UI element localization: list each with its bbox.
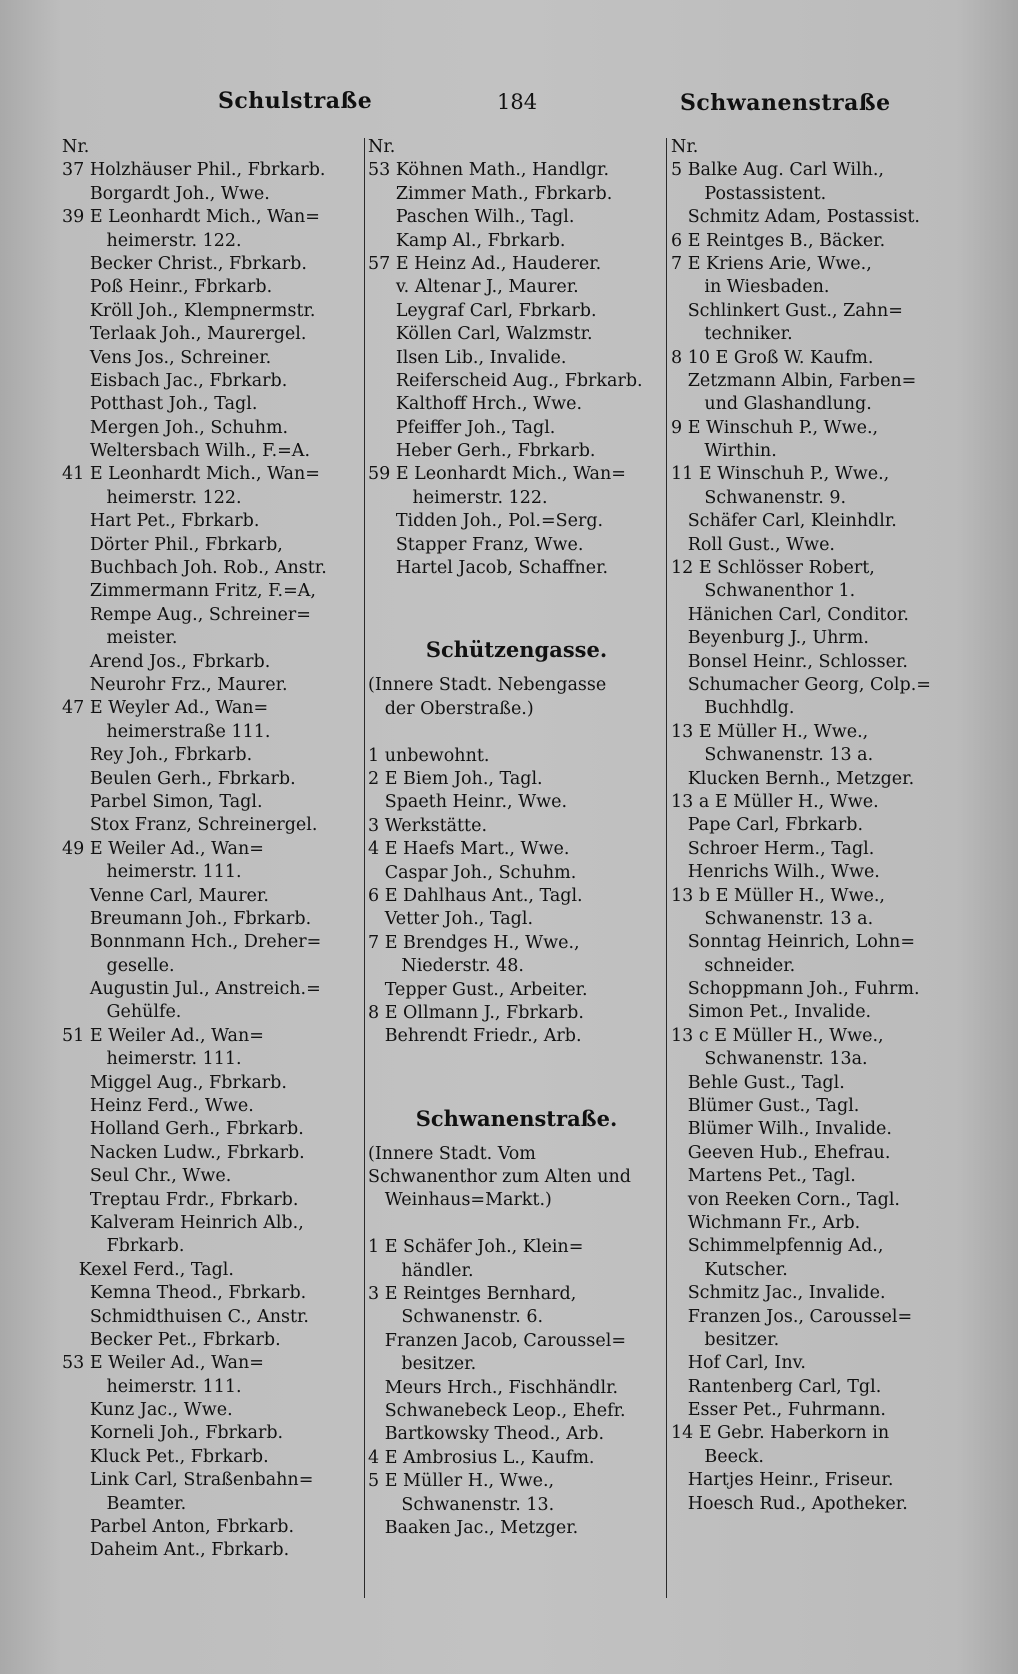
- directory-entry-line: Wichmann Fr., Arb.: [671, 1212, 861, 1233]
- directory-entry-line: Ilsen Lib., Invalide.: [368, 347, 567, 368]
- directory-entry-line: 47 E Weyler Ad., Wan=: [62, 698, 269, 719]
- directory-entry-line: Kutscher.: [671, 1259, 788, 1280]
- directory-entry-line: heimerstr. 111.: [62, 1376, 242, 1397]
- directory-entry-line: 53 Köhnen Math., Handlgr.: [368, 160, 610, 181]
- section-subtitle-line: der Oberstraße.): [368, 698, 534, 719]
- directory-entry-line: Schmitz Jac., Invalide.: [671, 1283, 886, 1304]
- directory-entry-line: Pfeiffer Joh., Tagl.: [368, 417, 556, 438]
- directory-entry-line: 5 Balke Aug. Carl Wilh.,: [671, 160, 884, 181]
- directory-entry-line: Kluck Pet., Fbrkarb.: [62, 1446, 269, 1467]
- directory-entry-line: Hof Carl, Inv.: [671, 1353, 806, 1374]
- directory-entry-line: Treptau Frdr., Fbrkarb.: [62, 1189, 299, 1210]
- directory-entry-line: heimerstr. 111.: [62, 1049, 242, 1070]
- directory-entry-line: 2 E Biem Joh., Tagl.: [368, 768, 543, 789]
- section-title-schwanenstrasse: Schwanenstraße.: [415, 1105, 618, 1131]
- directory-entry-line: heimerstr. 122.: [62, 230, 242, 251]
- directory-entry-line: Kamp Al., Fbrkarb.: [368, 230, 566, 251]
- directory-entry-line: Köllen Carl, Walzmstr.: [368, 324, 593, 345]
- directory-entry-line: Dörter Phil., Fbrkarb,: [62, 534, 283, 555]
- directory-entry-line: Zimmer Math., Fbrkarb.: [368, 183, 613, 204]
- directory-entry-line: Wirthin.: [671, 441, 777, 462]
- directory-entry-line: Hart Pet., Fbrkarb.: [62, 511, 260, 532]
- schulstrasse-continued: [368, 136, 665, 580]
- directory-entry-line: 14 E Gebr. Haberkorn in: [671, 1423, 890, 1444]
- directory-entry-line: Schlinkert Gust., Zahn=: [671, 300, 903, 321]
- directory-entry-line: 12 E Schlösser Robert,: [671, 558, 875, 579]
- directory-entry-line: Terlaak Joh., Maurergel.: [62, 324, 307, 345]
- schuetzengasse-entries: [368, 745, 665, 1049]
- section-subtitle-line: (Innere Stadt. Vom: [368, 1143, 536, 1164]
- directory-entry-line: Vetter Joh., Tagl.: [368, 909, 534, 930]
- directory-entry-line: Breumann Joh., Fbrkarb.: [62, 908, 312, 929]
- directory-entry-line: meister.: [62, 628, 178, 649]
- directory-entry-line: 13 b E Müller H., Wwe.,: [671, 885, 885, 906]
- directory-entry-line: Holland Gerh., Fbrkarb.: [62, 1119, 304, 1140]
- directory-entry-line: Buchhdlg.: [671, 698, 795, 719]
- directory-entry-line: Seul Chr., Wwe.: [62, 1166, 232, 1187]
- directory-entry-line: 5 E Müller H., Wwe.,: [368, 1471, 555, 1492]
- directory-entry-line: 3 Werkstätte.: [368, 815, 488, 836]
- directory-entry-line: Arend Jos., Fbrkarb.: [62, 651, 271, 672]
- header-street-right: Schwanenstraße: [680, 90, 891, 116]
- directory-entry-line: 6 E Dahlhaus Ant., Tagl.: [368, 885, 583, 906]
- directory-entry-line: Hartel Jacob, Schaffner.: [368, 558, 609, 579]
- directory-entry-line: besitzer.: [368, 1354, 477, 1375]
- directory-entry-line: 6 E Reintges B., Bäcker.: [671, 230, 886, 251]
- directory-entry-line: Sonntag Heinrich, Lohn=: [671, 932, 915, 953]
- directory-entry-line: Paschen Wilh., Tagl.: [368, 207, 575, 228]
- directory-entry-line: v. Altenar J., Maurer.: [368, 277, 579, 298]
- section-subtitle-schwanenstrasse: [368, 1143, 665, 1213]
- directory-entry-line: Kunz Jac., Wwe.: [62, 1400, 233, 1421]
- column-2: [368, 136, 665, 1540]
- directory-entry-line: Nacken Ludw., Fbrkarb.: [62, 1142, 305, 1163]
- page-header: [0, 88, 1018, 128]
- directory-entry-line: 57 E Heinz Ad., Hauderer.: [368, 253, 602, 274]
- directory-entry-line: Stapper Franz, Wwe.: [368, 534, 584, 555]
- directory-entry-line: 53 E Weiler Ad., Wan=: [62, 1353, 264, 1374]
- section-subtitle-schuetzengasse: [368, 674, 665, 721]
- directory-entry-line: Henrichs Wilh., Wwe.: [671, 862, 880, 883]
- directory-entry-line: Blümer Gust., Tagl.: [671, 1096, 860, 1117]
- directory-entry-line: 1 unbewohnt.: [368, 745, 490, 766]
- directory-entry-line: Mergen Joh., Schuhm.: [62, 417, 289, 438]
- directory-entry-line: Meurs Hrch., Fischhändlr.: [368, 1377, 619, 1398]
- directory-entry-line: Nr.: [62, 137, 90, 157]
- directory-entry-line: Weltersbach Wilh., F.=A.: [62, 441, 311, 462]
- directory-entry-line: Buchbach Joh. Rob., Anstr.: [62, 558, 327, 579]
- directory-entry-line: Kalthoff Hrch., Wwe.: [368, 394, 583, 415]
- directory-entry-line: Stox Franz, Schreinergel.: [62, 815, 318, 836]
- directory-entry-line: 7 E Kriens Arie, Wwe.,: [671, 253, 872, 274]
- directory-entry-line: Schwanenstr. 6.: [368, 1307, 544, 1328]
- directory-entry-line: Schroer Herm., Tagl.: [671, 838, 875, 859]
- schwanenstrasse-entries: [368, 1236, 665, 1540]
- directory-entry-line: Baaken Jac., Metzger.: [368, 1517, 579, 1538]
- directory-entry-line: Kalveram Heinrich Alb.,: [62, 1212, 304, 1233]
- directory-entry-line: 37 Holzhäuser Phil., Fbrkarb.: [62, 160, 326, 181]
- section-subtitle-line: (Innere Stadt. Nebengasse: [368, 675, 607, 696]
- directory-entry-line: heimerstr. 122.: [368, 487, 548, 508]
- directory-entry-line: Reiferscheid Aug., Fbrkarb.: [368, 370, 643, 391]
- directory-entry-line: 11 E Winschuh P., Wwe.,: [671, 464, 890, 485]
- directory-entry-line: Nr.: [671, 137, 699, 157]
- section-subtitle-line: Schwanenthor zum Alten und: [368, 1167, 631, 1188]
- directory-entry-line: Simon Pet., Invalide.: [671, 1002, 872, 1023]
- directory-entry-line: Rantenberg Carl, Tgl.: [671, 1376, 882, 1397]
- directory-entry-line: Franzen Jacob, Caroussel=: [368, 1330, 626, 1351]
- directory-entry-line: Tepper Gust., Arbeiter.: [368, 979, 588, 1000]
- directory-entry-line: Bonsel Heinr., Schlosser.: [671, 651, 908, 672]
- directory-entry-line: 59 E Leonhardt Mich., Wan=: [368, 464, 626, 485]
- directory-entry-line: Beulen Gerh., Fbrkarb.: [62, 768, 296, 789]
- directory-entry-line: von Reeken Corn., Tagl.: [671, 1189, 900, 1210]
- directory-entry-line: Schmidthuisen C., Anstr.: [62, 1306, 309, 1327]
- directory-entry-line: Becker Christ., Fbrkarb.: [62, 253, 307, 274]
- directory-entry-line: schneider.: [671, 955, 796, 976]
- directory-entry-line: Schmitz Adam, Postassist.: [671, 207, 920, 228]
- directory-entry-line: Kemna Theod., Fbrkarb.: [62, 1283, 307, 1304]
- directory-entry-line: besitzer.: [671, 1329, 780, 1350]
- directory-entry-line: heimerstraße 111.: [62, 721, 271, 742]
- section-title-schuetzengasse: Schützengasse.: [425, 637, 608, 663]
- directory-entry-line: Becker Pet., Fbrkarb.: [62, 1329, 281, 1350]
- directory-entry-line: 13 a E Müller H., Wwe.: [671, 791, 879, 812]
- directory-entry-line: 13 c E Müller H., Wwe.,: [671, 1025, 884, 1046]
- directory-entry-line: Miggel Aug., Fbrkarb.: [62, 1072, 287, 1093]
- directory-entry-line: Hoesch Rud., Apotheker.: [671, 1493, 908, 1514]
- column-divider-1: [364, 138, 365, 1598]
- directory-entry-line: Caspar Joh., Schuhm.: [368, 862, 577, 883]
- directory-entry-line: Schwanenthor 1.: [671, 581, 856, 602]
- directory-entry-line: Rempe Aug., Schreiner=: [62, 604, 311, 625]
- directory-entry-line: Link Carl, Straßenbahn=: [62, 1470, 314, 1491]
- directory-entry-line: Hänichen Carl, Conditor.: [671, 604, 909, 625]
- directory-entry-line: in Wiesbaden.: [671, 277, 830, 298]
- page-number: 184: [497, 90, 538, 114]
- directory-entry-line: Schwanenstr. 13.: [368, 1494, 555, 1515]
- directory-entry-line: Roll Gust., Wwe.: [671, 534, 835, 555]
- directory-entry-line: Bartkowsky Theod., Arb.: [368, 1424, 605, 1445]
- directory-entry-line: 3 E Reintges Bernhard,: [368, 1284, 577, 1305]
- directory-entry-line: 39 E Leonhardt Mich., Wan=: [62, 207, 320, 228]
- directory-entry-line: Fbrkarb.: [62, 1236, 185, 1257]
- directory-entry-line: Zimmermann Fritz, F.=A,: [62, 581, 316, 602]
- directory-entry-line: Beyenburg J., Uhrm.: [671, 628, 869, 649]
- directory-entry-line: Schwanenstr. 13 a.: [671, 745, 874, 766]
- directory-entry-line: Niederstr. 48.: [368, 956, 524, 977]
- directory-entry-line: Heinz Ferd., Wwe.: [62, 1096, 254, 1117]
- directory-entry-line: Gehülfe.: [62, 1002, 182, 1023]
- directory-entry-line: Kexel Ferd., Tagl.: [62, 1259, 234, 1280]
- directory-entry-line: Vens Jos., Schreiner.: [62, 347, 272, 368]
- directory-entry-line: Hartjes Heinr., Friseur.: [671, 1470, 894, 1491]
- directory-entry-line: 51 E Weiler Ad., Wan=: [62, 1025, 264, 1046]
- directory-entry-line: 4 E Haefs Mart., Wwe.: [368, 839, 570, 860]
- directory-entry-line: geselle.: [62, 955, 175, 976]
- directory-entry-line: 13 E Müller H., Wwe.,: [671, 721, 869, 742]
- directory-entry-line: Blümer Wilh., Invalide.: [671, 1119, 892, 1140]
- directory-entry-line: 4 E Ambrosius L., Kaufm.: [368, 1447, 595, 1468]
- directory-entry-line: Poß Heinr., Fbrkarb.: [62, 277, 273, 298]
- directory-entry-line: Schwanebeck Leop., Ehefr.: [368, 1400, 626, 1421]
- directory-entry-line: Nr.: [368, 137, 396, 157]
- directory-entry-line: Schimmelpfennig Ad.,: [671, 1236, 884, 1257]
- directory-entry-line: Korneli Joh., Fbrkarb.: [62, 1423, 284, 1444]
- directory-entry-line: Venne Carl, Maurer.: [62, 885, 269, 906]
- directory-entry-line: Pape Carl, Fbrkarb.: [671, 815, 864, 836]
- column-1: [62, 136, 360, 1563]
- column-divider-2: [666, 138, 667, 1598]
- directory-entry-line: Behrendt Friedr., Arb.: [368, 1026, 582, 1047]
- directory-entry-line: Parbel Anton, Fbrkarb.: [62, 1517, 295, 1538]
- directory-entry-line: 9 E Winschuh P., Wwe.,: [671, 417, 879, 438]
- directory-entry-line: Schoppmann Joh., Fuhrm.: [671, 979, 920, 1000]
- directory-entry-line: heimerstr. 122.: [62, 487, 242, 508]
- directory-entry-line: Klucken Bernh., Metzger.: [671, 768, 915, 789]
- directory-entry-line: Tidden Joh., Pol.=Serg.: [368, 511, 604, 532]
- directory-entry-line: Bonnmann Hch., Dreher=: [62, 932, 322, 953]
- directory-entry-line: techniker.: [671, 324, 793, 345]
- directory-entry-line: Schwanenstr. 9.: [671, 487, 847, 508]
- directory-entry-line: Postassistent.: [671, 183, 827, 204]
- directory-entry-line: Beeck.: [671, 1446, 764, 1467]
- directory-entry-line: Geeven Hub., Ehefrau.: [671, 1142, 891, 1163]
- directory-entry-line: 49 E Weiler Ad., Wan=: [62, 838, 264, 859]
- directory-entry-line: Daheim Ant., Fbrkarb.: [62, 1540, 290, 1561]
- directory-entry-line: 8 E Ollmann J., Fbrkarb.: [368, 1002, 584, 1023]
- directory-entry-line: heimerstr. 111.: [62, 862, 242, 883]
- directory-entry-line: 8 10 E Groß W. Kaufm.: [671, 347, 874, 368]
- directory-entry-line: Rey Joh., Fbrkarb.: [62, 745, 253, 766]
- directory-entry-line: Schwanenstr. 13 a.: [671, 908, 874, 929]
- directory-entry-line: Potthast Joh., Tagl.: [62, 394, 258, 415]
- directory-entry-line: Zetzmann Albin, Farben=: [671, 370, 917, 391]
- directory-entry-line: 7 E Brendges H., Wwe.,: [368, 932, 580, 953]
- directory-entry-line: und Glashandlung.: [671, 394, 872, 415]
- directory-entry-line: Franzen Jos., Caroussel=: [671, 1306, 913, 1327]
- directory-entry-line: Schumacher Georg, Colp.=: [671, 674, 931, 695]
- directory-entry-line: Spaeth Heinr., Wwe.: [368, 792, 568, 813]
- directory-entry-line: 1 E Schäfer Joh., Klein=: [368, 1237, 584, 1258]
- directory-entry-line: Borgardt Joh., Wwe.: [62, 183, 270, 204]
- directory-entry-line: Martens Pet., Tagl.: [671, 1166, 856, 1187]
- directory-entry-line: Parbel Simon, Tagl.: [62, 791, 263, 812]
- directory-entry-line: Schwanenstr. 13a.: [671, 1049, 868, 1070]
- directory-entry-line: 41 E Leonhardt Mich., Wan=: [62, 464, 320, 485]
- directory-entry-line: Augustin Jul., Anstreich.=: [62, 979, 321, 1000]
- directory-entry-line: Schäfer Carl, Kleinhdlr.: [671, 511, 897, 532]
- directory-entry-line: Behle Gust., Tagl.: [671, 1072, 845, 1093]
- directory-entry-line: Eisbach Jac., Fbrkarb.: [62, 370, 288, 391]
- directory-entry-line: Kröll Joh., Klempnermstr.: [62, 300, 316, 321]
- directory-entry-line: händler.: [368, 1260, 474, 1281]
- header-street-left: Schulstraße: [218, 88, 373, 114]
- directory-entry-line: Beamter.: [62, 1493, 187, 1514]
- section-subtitle-line: Weinhaus=Markt.): [368, 1190, 552, 1211]
- column-3: [671, 136, 966, 1516]
- directory-entry-line: Leygraf Carl, Fbrkarb.: [368, 300, 597, 321]
- directory-entry-line: Neurohr Frz., Maurer.: [62, 674, 288, 695]
- directory-entry-line: Heber Gerh., Fbrkarb.: [368, 441, 596, 462]
- directory-entry-line: Esser Pet., Fuhrmann.: [671, 1400, 886, 1421]
